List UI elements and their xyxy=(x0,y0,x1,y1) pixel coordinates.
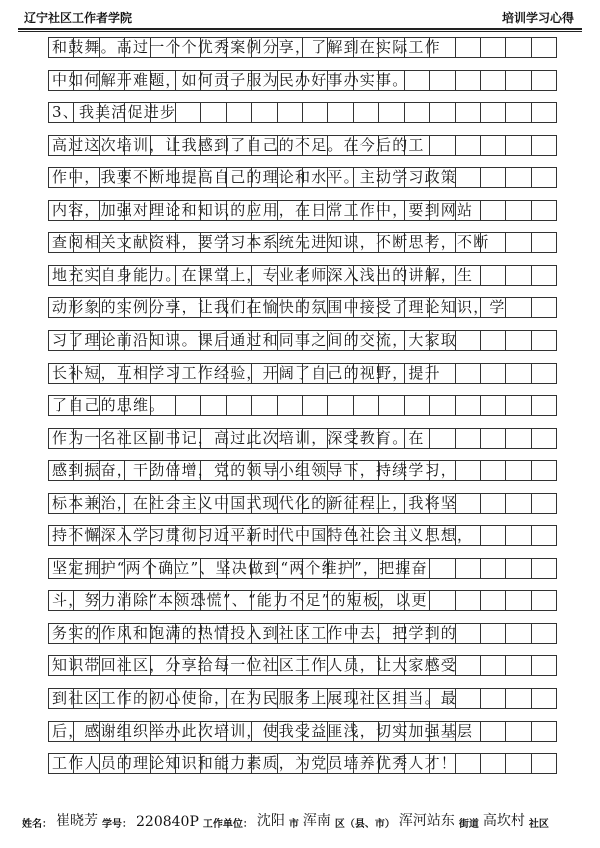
district-suffix: 区（县、市） xyxy=(334,819,395,830)
district-value: 浑南 xyxy=(302,813,331,829)
city-suffix: 市 xyxy=(288,819,299,830)
student-id-value: 220840P xyxy=(136,814,199,830)
city-value: 沈阳 xyxy=(256,813,285,829)
handwritten-line: 高过这次培训，让我感到了自己的不足。在今后的工 xyxy=(52,136,425,154)
handwritten-line: 地充实自身能力。在课堂上，专业老师深入浅出的讲解，生 xyxy=(52,266,474,284)
handwritten-line: 斗，努力消除“本领恐慌”、“能力不足”的短板，以更 xyxy=(52,591,428,609)
street-suffix: 街道 xyxy=(458,819,479,830)
handwritten-line: 知识带回社区，分享给每一位社区工作人员，让大家感受 xyxy=(52,656,458,674)
handwritten-line: 感到振奋，干劲倍增，党的领导小组领导下，持续学习， xyxy=(52,461,458,479)
student-id-label: 学号： xyxy=(102,819,132,830)
community-suffix: 社区 xyxy=(528,819,549,830)
handwritten-line: 工作人员的理论知识和能力素质，为党员培养优秀人才！ xyxy=(52,754,458,772)
handwritten-line: 内容，加强对理论和知识的应用，在日常工作中，要到网站 xyxy=(52,201,474,219)
page-header xyxy=(24,6,574,28)
handwritten-line: 后，感谢组织举办此次培训，使我受益匪浅，切实加强基层 xyxy=(52,722,474,740)
handwritten-line: 中如何解开难题，如何贡子服为民办好事办实事。 xyxy=(52,71,409,89)
handwritten-line: 务实的作风和饱满的热情投入到社区工作中去，把学到的 xyxy=(52,624,458,642)
handwritten-line: 到社区工作的初心使命，在为民服务上展现社区担当。最 xyxy=(52,689,458,707)
handwritten-line: 动形象的实例分享，让我们在愉快的氛围中接受了理论知识，学 xyxy=(52,298,506,316)
student-info-footer xyxy=(22,806,549,830)
handwritten-line: 坚定拥护“两个确立”、坚决做到“两个维护”，把握奋 xyxy=(52,559,428,577)
handwritten-line: 持不懈深入学习贯彻习近平新时代中国特色社会主义思想， xyxy=(52,526,474,544)
handwritten-line: 3、我美活促进步 xyxy=(52,103,177,121)
handwritten-line: 作中，我要不断地提高自己的理论和水平。主动学习政策 xyxy=(52,168,458,186)
writing-grid xyxy=(48,37,557,786)
handwritten-line: 了自己的思维。 xyxy=(52,396,166,414)
handwritten-line: 长补短，互相学习工作经验，开阔了自己的视野，提升 xyxy=(52,364,441,382)
name-label: 姓名： xyxy=(22,819,52,830)
handwritten-line: 和鼓舞。高过一个个优秀案例分享，了解到在实际工作 xyxy=(52,38,441,56)
header-rule xyxy=(18,28,582,30)
name-value: 崔晓芳 xyxy=(56,813,98,829)
academy-title: 辽宁社区工作者学院 xyxy=(24,10,133,25)
work-unit-label: 工作单位： xyxy=(202,819,253,830)
handwritten-line: 习了理论前沿知识。课后通过和同事之间的交流，大家取 xyxy=(52,331,458,349)
document-type-title: 培训学习心得 xyxy=(501,10,574,25)
handwritten-line: 标本兼治，在社会主义中国式现代化的新征程上，我将坚 xyxy=(52,494,458,512)
header-rule-thin xyxy=(18,31,582,32)
handwritten-line: 查阅相关文献资料，要学习本系统先进知识，不断思考，不断 xyxy=(52,233,490,251)
handwritten-line: 作为一名社区副书记，高过此次培训，深受教育。在 xyxy=(52,429,425,447)
community-value: 高坎村 xyxy=(482,813,525,829)
street-value: 浑河站东 xyxy=(398,813,455,829)
